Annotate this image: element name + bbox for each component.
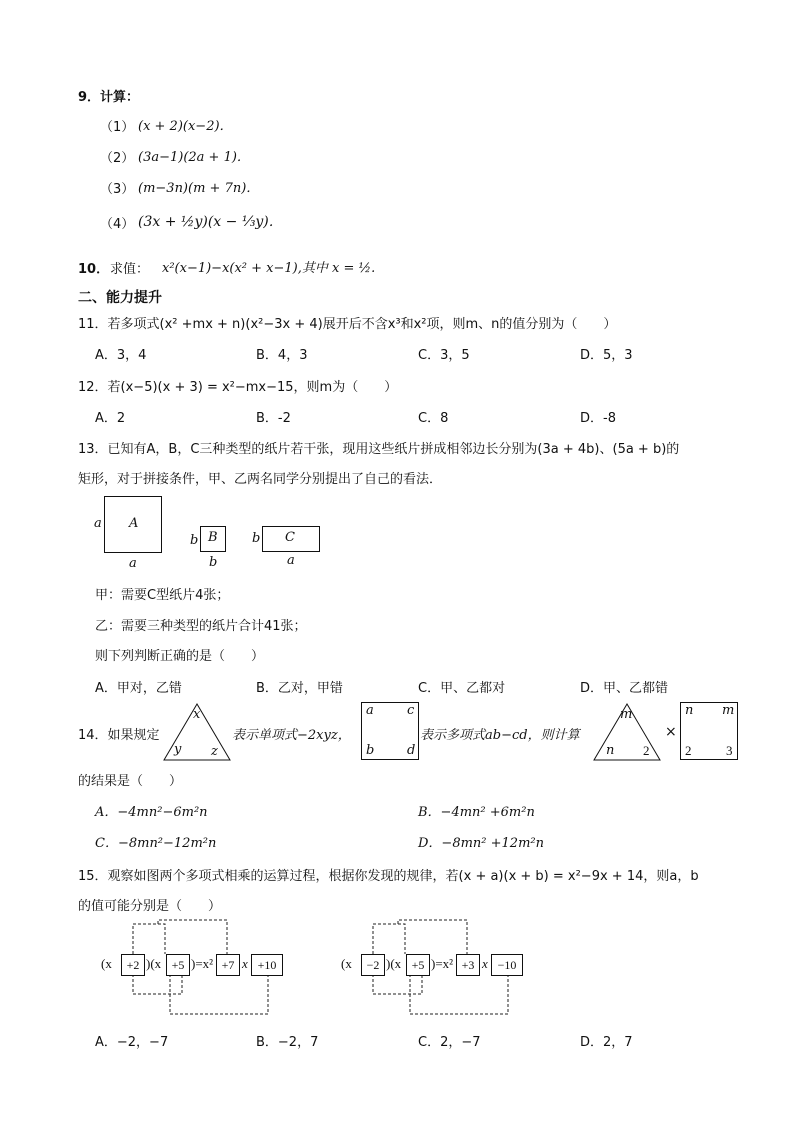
card-a-label: A — [129, 516, 139, 531]
q13-option-a[interactable]: A．甲对，乙错 — [95, 681, 182, 696]
figure-2-box3: +3 — [456, 954, 480, 976]
square-1-tl: a — [366, 703, 374, 718]
q10-expr: x²(x−1)−x(x² + x−1),其中 x = ½. — [162, 261, 376, 276]
q12-stem: 12．若(x−5)(x + 3) = x²−mx−15，则m为（ ） — [78, 380, 398, 395]
times-sign: × — [665, 724, 677, 740]
q14-option-d[interactable]: D．−8mn² +12m²n — [418, 836, 544, 851]
triangle-1-top: x — [193, 707, 201, 722]
square-2-bl: 2 — [685, 743, 692, 758]
q9-item-2-num: （2） — [100, 151, 135, 166]
q11-option-a[interactable]: A．3，4 — [95, 348, 147, 363]
q15-stem-line2: 的值可能分别是（ ） — [78, 899, 222, 914]
q11-option-b[interactable]: B．4，3 — [256, 348, 308, 363]
square-2-tr: m — [722, 703, 735, 718]
figure-1-box2: +5 — [166, 954, 190, 976]
q13-option-c[interactable]: C．甲、乙都对 — [418, 681, 506, 696]
q12-option-d[interactable]: D．-8 — [580, 411, 616, 426]
q14-option-c[interactable]: C．−8mn²−12m²n — [95, 836, 217, 851]
q13-option-d[interactable]: D．甲、乙都错 — [580, 681, 669, 696]
q15-option-c[interactable]: C．2，−7 — [418, 1035, 481, 1050]
q13-yi: 乙：需要三种类型的纸片合计41张； — [95, 619, 307, 634]
triangle-2-right: 2 — [643, 743, 650, 758]
card-a-side-label: a — [94, 516, 102, 531]
figure-1-part3: )=x² — [191, 956, 214, 971]
q12-option-a[interactable]: A．2 — [95, 411, 126, 426]
q9-item-1-num: （1） — [100, 120, 135, 135]
q11-stem: 11．若多项式(x² +mx + n)(x²−3x + 4)展开后不含x³和x²项，则m、n的值分别为（ ） — [78, 317, 617, 332]
triangle-2-left: n — [606, 743, 615, 758]
figure-1-box3: +7 — [216, 954, 240, 976]
q9-title: 9．计算： — [78, 90, 140, 105]
figure-2-part4: x — [482, 956, 488, 971]
square-1-tr: c — [407, 703, 415, 718]
q13-jia: 甲：需要C型纸片4张； — [95, 588, 230, 603]
triangle-1-left: y — [174, 742, 182, 757]
triangle-1-right: z — [211, 744, 218, 759]
q14-stem-part1: 14．如果规定 — [78, 728, 160, 743]
card-c-bottom-label: a — [287, 553, 295, 568]
card-b-bottom-label: b — [209, 555, 218, 570]
figure-2-part3: )=x² — [431, 956, 454, 971]
q14-stem-part3: 表示多项式ab−cd，则计算 — [420, 728, 580, 743]
card-c-label: C — [285, 530, 295, 545]
q15-stem-line1: 15．观察如图两个多项式相乘的运算过程，根据你发现的规律，若(x + a)(x + b) = x²−9x + 14，则a，b — [78, 869, 699, 884]
q14-stem-part2: 表示单项式−2xyz， — [232, 728, 351, 743]
figure-2-part2: )(x — [386, 956, 402, 971]
q11-option-c[interactable]: C．3，5 — [418, 348, 470, 363]
section-title: 二、能力提升 — [78, 290, 162, 306]
figure-1-box4: +10 — [251, 954, 283, 976]
q13-ask: 则下列判断正确的是（ ） — [95, 649, 265, 664]
triangle-2-top: m — [620, 707, 633, 722]
q15-option-d[interactable]: D．2，7 — [580, 1035, 633, 1050]
figure-1-part4: x — [242, 956, 248, 971]
q12-option-c[interactable]: C．8 — [418, 411, 449, 426]
figure-2-box1: −2 — [361, 954, 385, 976]
q10-text: 求值： — [110, 262, 150, 277]
q9-item-4-expr: (3x + ½y)(x − ⅓y)． — [138, 214, 283, 230]
q9-item-3-expr: (m−3n)(m + 7n)． — [138, 181, 260, 196]
q9-item-1-expr: (x + 2)(x−2)． — [138, 119, 233, 134]
figure-1-part1: (x — [101, 956, 112, 971]
square-2-br: 3 — [726, 743, 733, 758]
card-c-side-label: b — [252, 531, 261, 546]
q9-item-3-num: （3） — [100, 182, 135, 197]
figure-2-box4: −10 — [491, 954, 523, 976]
q15-option-a[interactable]: A．−2，−7 — [95, 1035, 169, 1050]
q10-label: 10． — [78, 262, 110, 277]
q14-option-a[interactable]: A．−4mn²−6m²n — [95, 805, 208, 820]
q14-stem-tail: 的结果是（ ） — [78, 774, 183, 789]
q9-item-4-num: （4） — [100, 217, 135, 232]
card-a-bottom-label: a — [129, 556, 137, 571]
q14-option-b[interactable]: B．−4mn² +6m²n — [418, 805, 535, 820]
figure-1-box1: +2 — [121, 954, 145, 976]
q9-item-2-expr: (3a−1)(2a + 1)． — [138, 150, 250, 165]
q13-stem-line2: 矩形，对于拼接条件，甲、乙两名同学分别提出了自己的看法． — [78, 472, 443, 487]
card-b-label: B — [208, 530, 218, 545]
figure-2-part1: (x — [341, 956, 352, 971]
figure-2-box2: +5 — [406, 954, 430, 976]
figure-1-part2: )(x — [146, 956, 162, 971]
q13-stem-line1: 13．已知有A，B，C三种类型的纸片若干张，现用这些纸片拼成相邻边长分别为(3a + 4b)、(5a + b)的 — [78, 442, 680, 457]
q15-option-b[interactable]: B．−2，7 — [256, 1035, 319, 1050]
q11-option-d[interactable]: D．5，3 — [580, 348, 633, 363]
card-b-side-label: b — [190, 533, 199, 548]
q13-option-b[interactable]: B．乙对，甲错 — [256, 681, 343, 696]
square-1-br: d — [407, 743, 416, 758]
square-1-bl: b — [366, 743, 375, 758]
q12-option-b[interactable]: B．-2 — [256, 411, 291, 426]
square-2-tl: n — [685, 703, 694, 718]
